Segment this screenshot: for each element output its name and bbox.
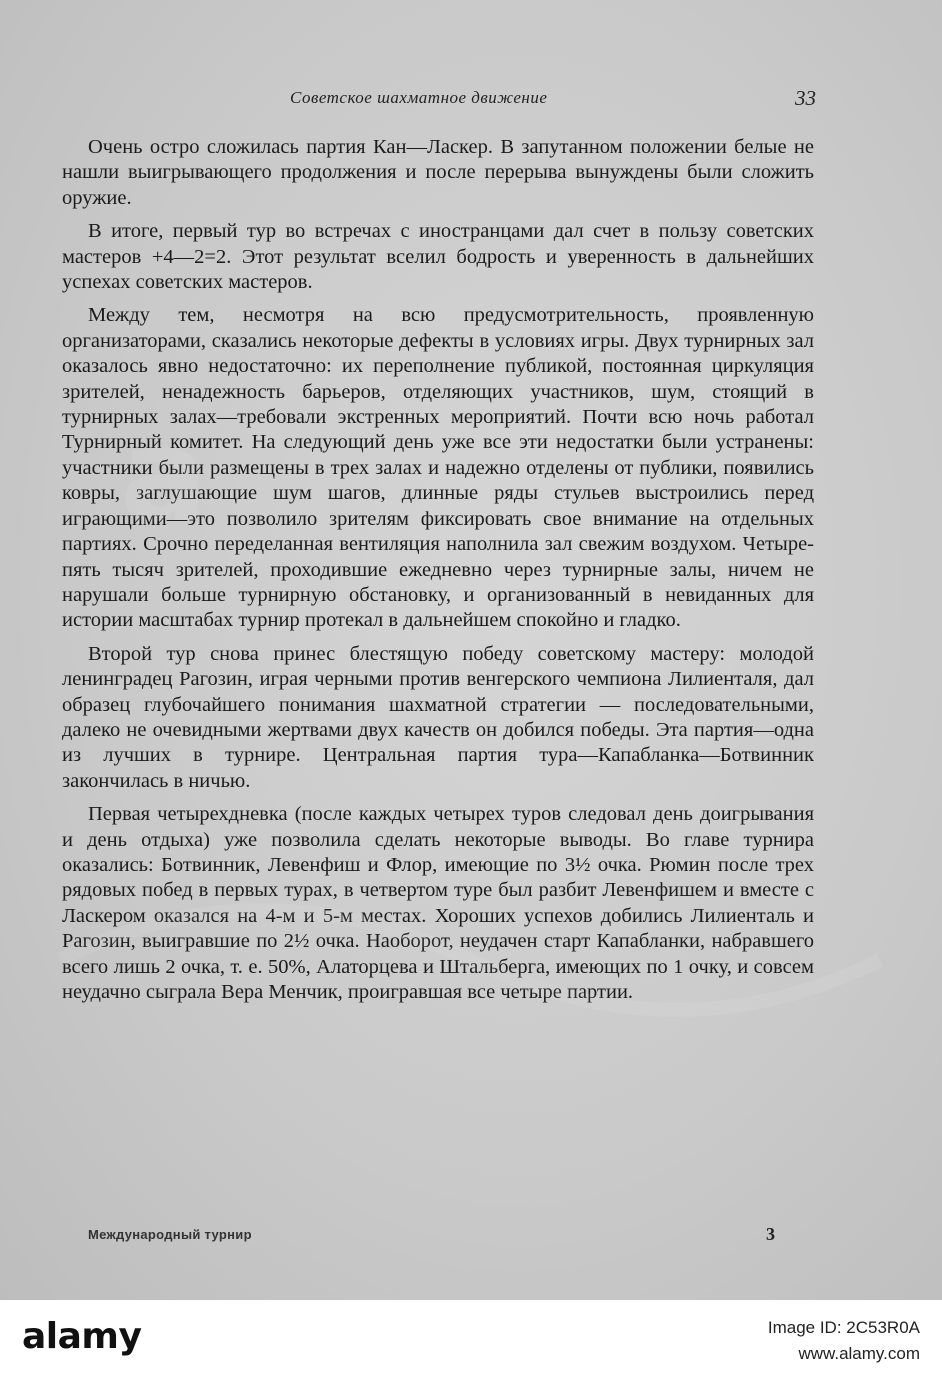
body-text [62, 135, 814, 1013]
paragraph: В итоге, первый тур во встречах с иностранцами дал счет в пользу советских мастеров +4—2=2. Этот результат вселил бодрость и уверенность в дальнейших успехах советских мастеров. [62, 220, 814, 294]
paragraph: Между тем, несмотря на всю предусмотрительность, проявленную организаторами, сказались некоторые дефекты в условиях игры. Двух турнирных зал оказалось явно недостаточно: их переполнение публикой, постоянная циркуляция зрителей, ненадежность барьеров, отделяющих участников, шум, стоящий в турнирных залах—требовали экстренных мероприятий. Почти всю ночь работал Турнирный комитет. На следующий день уже все эти недостатки были устранены: участники были размещены в трех залах и надежно отделены от публики, появились ковры, заглушающие шум шагов, длинные ряды стульев выстроились перед играющими—это позволило зрителям фиксировать свое внимание на отдельных партиях. Срочно переделанная вентиляция наполнила зал свежим воздухом. Четыре-пять тысяч зрителей, проходившие ежедневно через турнирные залы, ничем не нарушали больше турнирную обстановку, и организованный в невиданных для истории масштабах турнир протекал в дальнейшем спокойно и гладко. [62, 304, 814, 632]
printer-signature: Международный турнир [88, 1227, 252, 1242]
paragraph: Второй тур снова принес блестящую победу советскому мастеру: молодой ленинградец Рагозин, играя черными против венгерского чемпиона Лилиенталя, дал образец глубочайшего понимания шахматной стратегии — последовательными, далеко не очевидными жертвами двух качеств он добился победы. Эта партия—одна из лучших в турнире. Центральная партия тура—Капабланка—Ботвинник закончилась в ничью. [62, 642, 814, 792]
svg-text:a: a [120, 399, 208, 551]
page-number: 33 [795, 86, 816, 110]
paragraph: Очень остро сложилась партия Кан—Ласкер. В запутанном положении белые не нашли выигрывающего продолжения и после перерыва вынуждены были сложить оружие. [62, 136, 814, 209]
signature-number: 3 [766, 1224, 775, 1244]
stock-footer-bar [0, 1300, 942, 1390]
stock-url: www.alamy.com [798, 1344, 920, 1363]
running-head: Советское шахматное движение [290, 88, 548, 107]
image-id: Image ID: 2C53R0A [767, 1318, 920, 1337]
stock-logo: alamy [22, 1316, 142, 1357]
paragraph: Первая четырехдневка (после каждых четырех туров следовал день доигрывания и день отдыха) уже позволила сделать некоторые выводы. Во главе турнира оказались: Ботвинник, Левенфиш и Флор, имеющие по 3½ очка. Рюмин после трех рядовых побед в первых турах, в четвертом туре был разбит Левенфишем и вместе с Ласкером оказался на 4-м и 5-м местах. Хороших успехов добились Лилиенталь и Рагозин, выигравшие по 2½ очка. Наоборот, неудачен старт Капабланки, набравшего всего лишь 2 очка, т. е. 50%, Алаторцева и Штальберга, имеющих по 1 очку, и совсем неудачно сыграла Вера Менчик, проигравшая все четыре партии. [62, 803, 814, 1003]
